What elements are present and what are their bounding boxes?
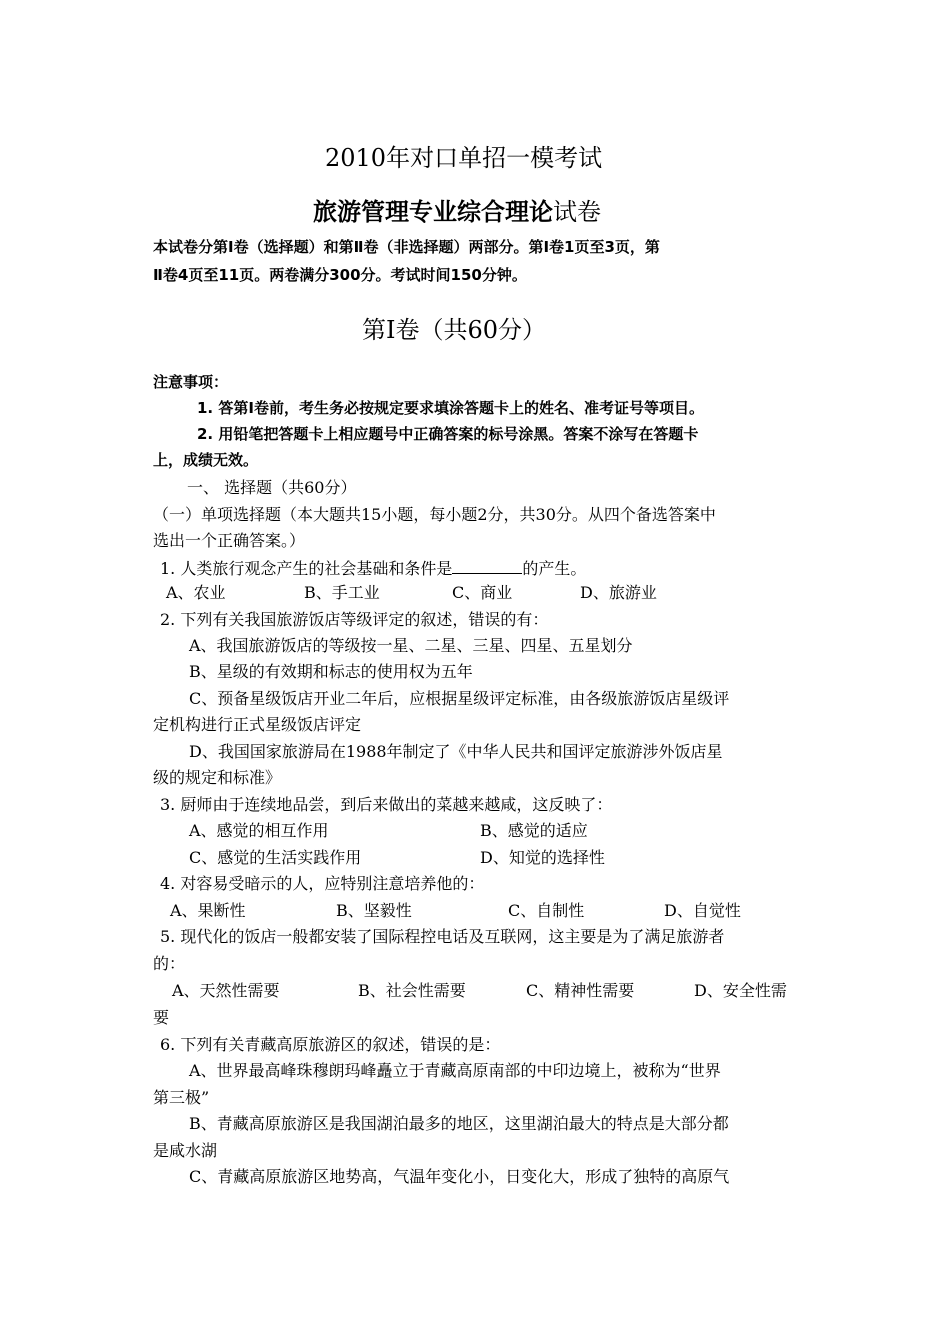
q4-option-b: B、坚毅性 [336,901,412,920]
notes-item-1: 1. 答第Ⅰ卷前，考生务必按规定要求填涂答题卡上的姓名、准考证号等项目。 [197,399,704,417]
exam-subtitle-bold: 旅游管理专业综合理论 [313,198,553,226]
volume-heading: 第Ⅰ卷（共60分） [362,316,547,344]
q3-option-b: B、感觉的适应 [480,821,588,840]
q2-option-b: B、星级的有效期和标志的使用权为五年 [189,662,473,681]
q6-stem: 6. 下列有关青藏高原旅游区的叙述，错误的是： [160,1035,501,1054]
q4-option-c: C、自制性 [508,901,585,920]
q1-option-c: C、商业 [452,583,513,602]
q4-option-d: D、自觉性 [664,901,741,920]
q5-option-b: B、社会性需要 [358,981,466,1000]
exam-subtitle-rest: 试卷 [553,198,601,226]
q6-option-b-line-2: 是咸水湖 [153,1141,218,1160]
q1-stem [160,559,586,577]
q6-option-a-line-1: A、世界最高峰珠穆朗玛峰矗立于青藏高原南部的中印边境上，被称为“世界 [189,1061,721,1080]
q1-stem-pre: 1. 人类旅行观念产生的社会基础和条件是 [160,559,453,578]
q5-option-c: C、精神性需要 [526,981,635,1000]
q5-option-d-cont: 要 [153,1008,170,1027]
q1-answer-blank [452,559,522,574]
notes-item-2-line-2: 上，成绩无效。 [153,451,259,469]
q2-option-c-line-1: C、预备星级饭店开业二年后，应根据星级评定标准，由各级旅游饭店星级评 [189,689,730,708]
q2-option-d-line-2: 级的规定和标准》 [153,768,282,787]
q3-option-c: C、感觉的生活实践作用 [189,848,362,867]
q5-stem-line-1: 5. 现代化的饭店一般都安装了国际程控电话及互联网，这主要是为了满足旅游者 [160,927,725,946]
section-sub-line-2: 选出一个正确答案。） [153,531,306,550]
section-sub-line-1: （一）单项选择题（本大题共15小题，每小题2分，共30分。从四个备选答案中 [153,505,716,524]
q2-stem: 2. 下列有关我国旅游饭店等级评定的叙述，错误的有： [160,610,549,629]
q1-option-b: B、手工业 [304,583,380,602]
q3-option-d: D、知觉的选择性 [480,848,605,867]
exam-title: 2010年对口单招一模考试 [325,144,603,172]
q1-option-d: D、旅游业 [580,583,657,602]
q2-option-a: A、我国旅游饭店的等级按一星、二星、三星、四星、五星划分 [189,636,633,655]
q6-option-b-line-1: B、青藏高原旅游区是我国湖泊最多的地区，这里湖泊最大的特点是大部分都 [189,1114,729,1133]
q5-option-d: D、安全性需 [694,981,787,1000]
q1-stem-post: 的产生。 [522,559,587,578]
exam-subtitle [313,200,601,224]
q6-option-c-line-1: C、青藏高原旅游区地势高，气温年变化小，日变化大，形成了独特的高原气 [189,1167,730,1186]
intro-line-1: 本试卷分第Ⅰ卷（选择题）和第Ⅱ卷（非选择题）两部分。第Ⅰ卷1页至3页，第 [153,238,660,256]
notes-item-2-line-1: 2. 用铅笔把答题卡上相应题号中正确答案的标号涂黑。答案不涂写在答题卡 [197,425,699,443]
q1-option-a: A、农业 [166,583,226,602]
q6-option-a-line-2: 第三极” [153,1088,210,1107]
q3-option-a: A、感觉的相互作用 [189,821,329,840]
q5-stem-line-2: 的： [153,954,186,973]
intro-line-2: Ⅱ卷4页至11页。两卷满分300分。考试时间150分钟。 [153,266,527,284]
section-heading: 一、 选择题（共60分） [187,478,357,497]
q2-option-c-line-2: 定机构进行正式星级饭店评定 [153,715,362,734]
q4-option-a: A、果断性 [170,901,246,920]
q3-stem: 3. 厨师由于连续地品尝，到后来做出的菜越来越咸，这反映了： [160,795,613,814]
q5-option-a: A、天然性需要 [172,981,280,1000]
notes-title: 注意事项： [153,373,229,391]
q2-option-d-line-1: D、我国国家旅游局在1988年制定了《中华人民共和国评定旅游涉外饭店星 [189,742,723,761]
q4-stem: 4. 对容易受暗示的人，应特别注意培养他的： [160,874,485,893]
